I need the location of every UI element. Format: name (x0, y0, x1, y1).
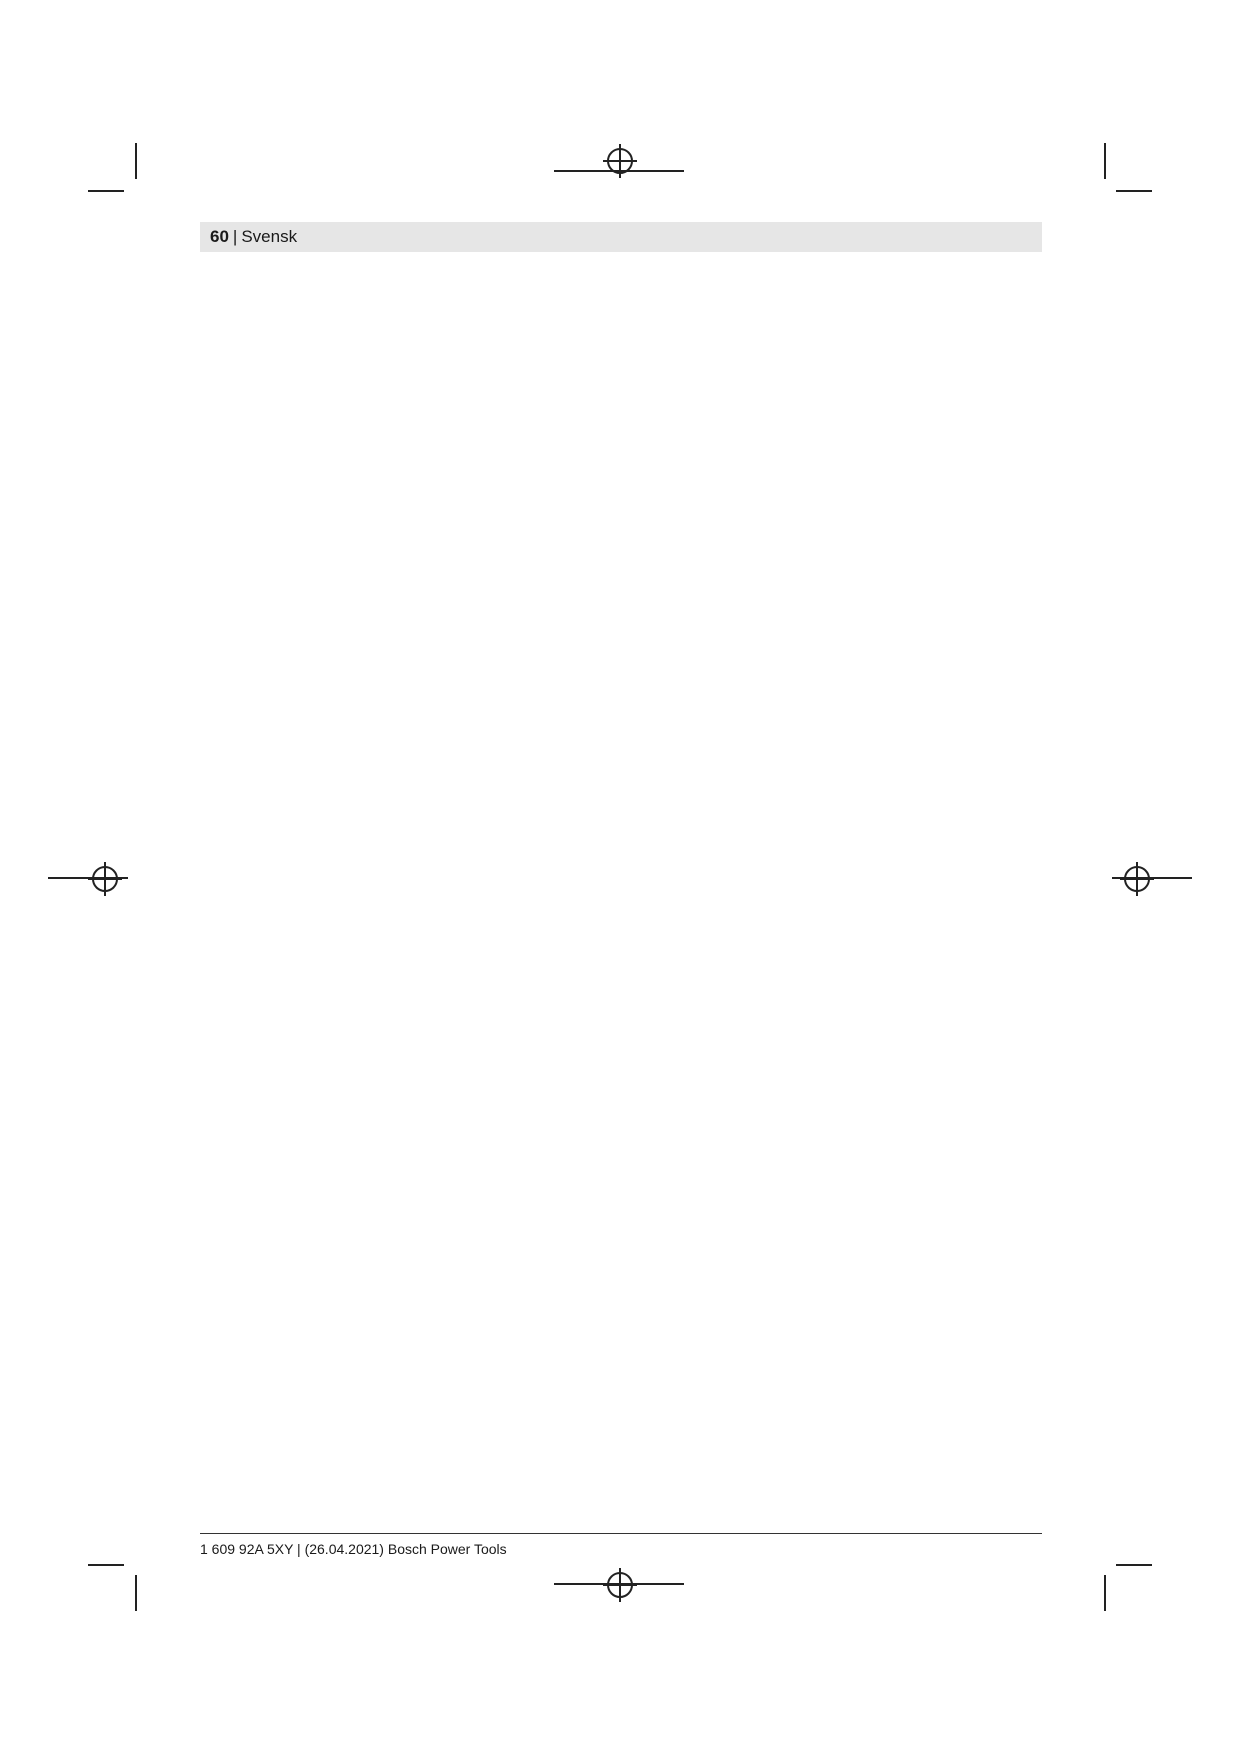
crop-mark (135, 143, 137, 179)
page-header (200, 222, 1042, 252)
crop-mark (135, 1575, 137, 1611)
registration-mark-icon (607, 148, 633, 174)
language-label: Svensk (241, 227, 298, 246)
crop-mark (88, 1564, 124, 1566)
registration-mark-icon (92, 866, 118, 892)
crop-mark (1116, 1564, 1152, 1566)
crop-mark (1116, 190, 1152, 192)
crop-mark (1104, 143, 1106, 179)
crop-mark (88, 190, 124, 192)
crop-mark (1104, 1575, 1106, 1611)
header-separator: | (232, 227, 238, 246)
registration-mark-icon (1124, 866, 1150, 892)
footer-rule (200, 1533, 1042, 1534)
registration-mark-icon (607, 1572, 633, 1598)
footer-text: 1 609 92A 5XY | (26.04.2021) Bosch Power Tools (200, 1541, 507, 1557)
page-number: 60 (210, 227, 229, 246)
